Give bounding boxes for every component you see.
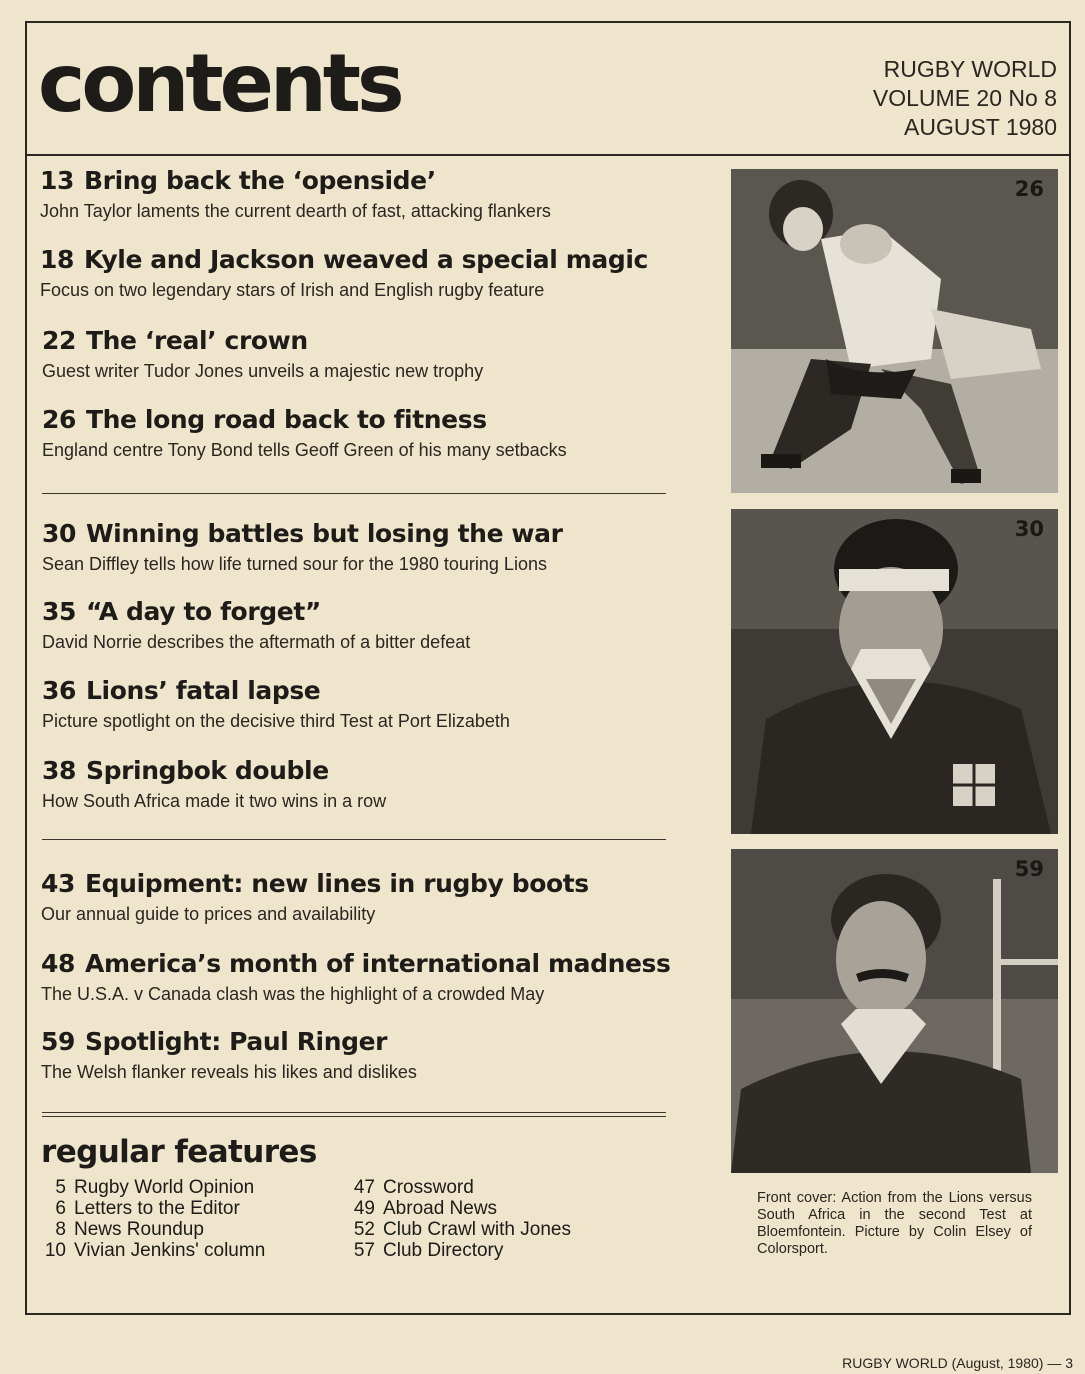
article-title-line[interactable] bbox=[42, 597, 682, 627]
article-title: Kyle and Jackson weaved a special magic bbox=[84, 245, 648, 274]
regular-feature-label: Vivian Jenkins' column bbox=[74, 1240, 266, 1261]
article-title-line[interactable] bbox=[41, 949, 681, 979]
article-title: The ‘real’ crown bbox=[86, 326, 308, 355]
masthead-date: AUGUST 1980 bbox=[904, 114, 1057, 140]
article-title-line[interactable] bbox=[42, 756, 682, 786]
regular-feature-item[interactable] bbox=[44, 1219, 265, 1240]
cover-caption: Front cover: Action from the Lions versus South Africa in the second Test at Bloemfontein. Picture by Colin Elsey of Colorsport. bbox=[757, 1190, 1032, 1257]
article-description: Our annual guide to prices and availability bbox=[41, 904, 376, 924]
regular-feature-label: Club Directory bbox=[383, 1240, 504, 1261]
regular-feature-label: Crossword bbox=[383, 1177, 474, 1198]
article-title: Bring back the ‘openside’ bbox=[84, 166, 436, 195]
regular-feature-label: Rugby World Opinion bbox=[74, 1177, 255, 1198]
regular-feature-page: 57 bbox=[353, 1240, 375, 1261]
article-page-number: 30 bbox=[42, 519, 76, 548]
article-entry[interactable] bbox=[42, 676, 682, 733]
article-entry[interactable] bbox=[41, 949, 681, 1006]
photo-page-number: 59 bbox=[1014, 857, 1044, 881]
photo-paul-ringer bbox=[731, 849, 1058, 1173]
regular-feature-item[interactable] bbox=[44, 1177, 265, 1198]
article-page-number: 13 bbox=[40, 166, 74, 195]
header-divider bbox=[25, 154, 1071, 156]
article-page-number: 38 bbox=[42, 756, 76, 785]
article-page-number: 18 bbox=[40, 245, 74, 274]
article-page-number: 35 bbox=[42, 597, 76, 626]
article-entry[interactable] bbox=[42, 326, 682, 383]
contents-logo: contents bbox=[38, 37, 401, 130]
masthead bbox=[873, 55, 1057, 142]
section-divider bbox=[42, 493, 666, 494]
photo-lions-player bbox=[731, 509, 1058, 834]
article-page-number: 59 bbox=[41, 1027, 75, 1056]
article-page-number: 48 bbox=[41, 949, 75, 978]
article-description: How South Africa made it two wins in a row bbox=[42, 791, 387, 811]
article-description: David Norrie describes the aftermath of a bitter defeat bbox=[42, 632, 471, 652]
page-footer: RUGBY WORLD (August, 1980) — 3 bbox=[842, 1355, 1073, 1371]
article-title: Springbok double bbox=[86, 756, 329, 785]
article-title: “A day to forget” bbox=[86, 597, 321, 626]
regular-feature-page: 5 bbox=[55, 1177, 66, 1198]
article-title: Winning battles but losing the war bbox=[86, 519, 563, 548]
article-description: England centre Tony Bond tells Geoff Green of his many setbacks bbox=[42, 440, 567, 460]
article-entry[interactable] bbox=[40, 245, 680, 302]
article-title: The long road back to fitness bbox=[86, 405, 487, 434]
regular-feature-page: 10 bbox=[44, 1240, 66, 1261]
photo-rugby-action bbox=[731, 169, 1058, 493]
article-title: Spotlight: Paul Ringer bbox=[85, 1027, 388, 1056]
regular-feature-item[interactable] bbox=[351, 1198, 571, 1219]
regular-feature-page: 8 bbox=[55, 1219, 66, 1240]
article-entry[interactable] bbox=[41, 1027, 681, 1084]
article-entry[interactable] bbox=[40, 166, 680, 223]
article-title-line[interactable] bbox=[42, 676, 682, 706]
article-title: Equipment: new lines in rugby boots bbox=[85, 869, 589, 898]
article-description: The U.S.A. v Canada clash was the highlight of a crowded May bbox=[41, 984, 545, 1004]
masthead-volume: VOLUME 20 No 8 bbox=[872, 85, 1057, 111]
photo-page-number: 26 bbox=[1014, 177, 1044, 201]
section-divider bbox=[42, 839, 666, 840]
article-title-line[interactable] bbox=[40, 166, 680, 196]
article-description: The Welsh flanker reveals his likes and dislikes bbox=[41, 1062, 417, 1082]
regular-feature-page: 47 bbox=[353, 1177, 375, 1198]
regular-feature-item[interactable] bbox=[351, 1240, 571, 1261]
regular-feature-item[interactable] bbox=[44, 1240, 265, 1261]
article-description: Sean Diffley tells how life turned sour for the 1980 touring Lions bbox=[42, 554, 547, 574]
article-entry[interactable] bbox=[42, 597, 682, 654]
article-page-number: 22 bbox=[42, 326, 76, 355]
regular-feature-label: Letters to the Editor bbox=[74, 1198, 240, 1219]
regular-feature-label: Club Crawl with Jones bbox=[383, 1219, 571, 1240]
article-entry[interactable] bbox=[42, 519, 682, 576]
photo-page-number: 30 bbox=[1014, 517, 1044, 541]
section-divider-double bbox=[42, 1112, 666, 1117]
article-description: Picture spotlight on the decisive third Test at Port Elizabeth bbox=[42, 711, 510, 731]
regular-feature-label: News Roundup bbox=[74, 1219, 204, 1240]
article-description: John Taylor laments the current dearth of fast, attacking flankers bbox=[40, 201, 551, 221]
regular-feature-page: 49 bbox=[353, 1198, 375, 1219]
regular-feature-label: Abroad News bbox=[383, 1198, 498, 1219]
article-entry[interactable] bbox=[41, 869, 681, 926]
masthead-publication: RUGBY WORLD bbox=[883, 56, 1057, 82]
photo-rugby-action-image bbox=[731, 169, 1058, 493]
article-title-line[interactable] bbox=[41, 1027, 681, 1057]
regular-feature-page: 52 bbox=[353, 1219, 375, 1240]
article-description: Guest writer Tudor Jones unveils a majestic new trophy bbox=[42, 361, 484, 381]
regular-features-left-list bbox=[44, 1177, 265, 1261]
regular-features-heading: regular features bbox=[41, 1134, 317, 1170]
article-title: America’s month of international madness bbox=[85, 949, 671, 978]
article-title-line[interactable] bbox=[41, 869, 681, 899]
regular-features-right-list bbox=[351, 1177, 571, 1261]
article-title: Lions’ fatal lapse bbox=[86, 676, 321, 705]
article-description: Focus on two legendary stars of Irish and English rugby feature bbox=[40, 280, 545, 300]
article-page-number: 36 bbox=[42, 676, 76, 705]
article-title-line[interactable] bbox=[42, 326, 682, 356]
regular-feature-item[interactable] bbox=[351, 1177, 571, 1198]
article-title-line[interactable] bbox=[40, 245, 680, 275]
regular-feature-page: 6 bbox=[55, 1198, 66, 1219]
regular-feature-item[interactable] bbox=[351, 1219, 571, 1240]
article-page-number: 43 bbox=[41, 869, 75, 898]
article-title-line[interactable] bbox=[42, 519, 682, 549]
photo-lions-player-image bbox=[731, 509, 1058, 834]
article-entry[interactable] bbox=[42, 756, 682, 813]
regular-feature-item[interactable] bbox=[44, 1198, 265, 1219]
photo-paul-ringer-image bbox=[731, 849, 1058, 1173]
article-page-number: 26 bbox=[42, 405, 76, 434]
article-title-line[interactable] bbox=[42, 405, 682, 435]
article-entry[interactable] bbox=[42, 405, 682, 462]
